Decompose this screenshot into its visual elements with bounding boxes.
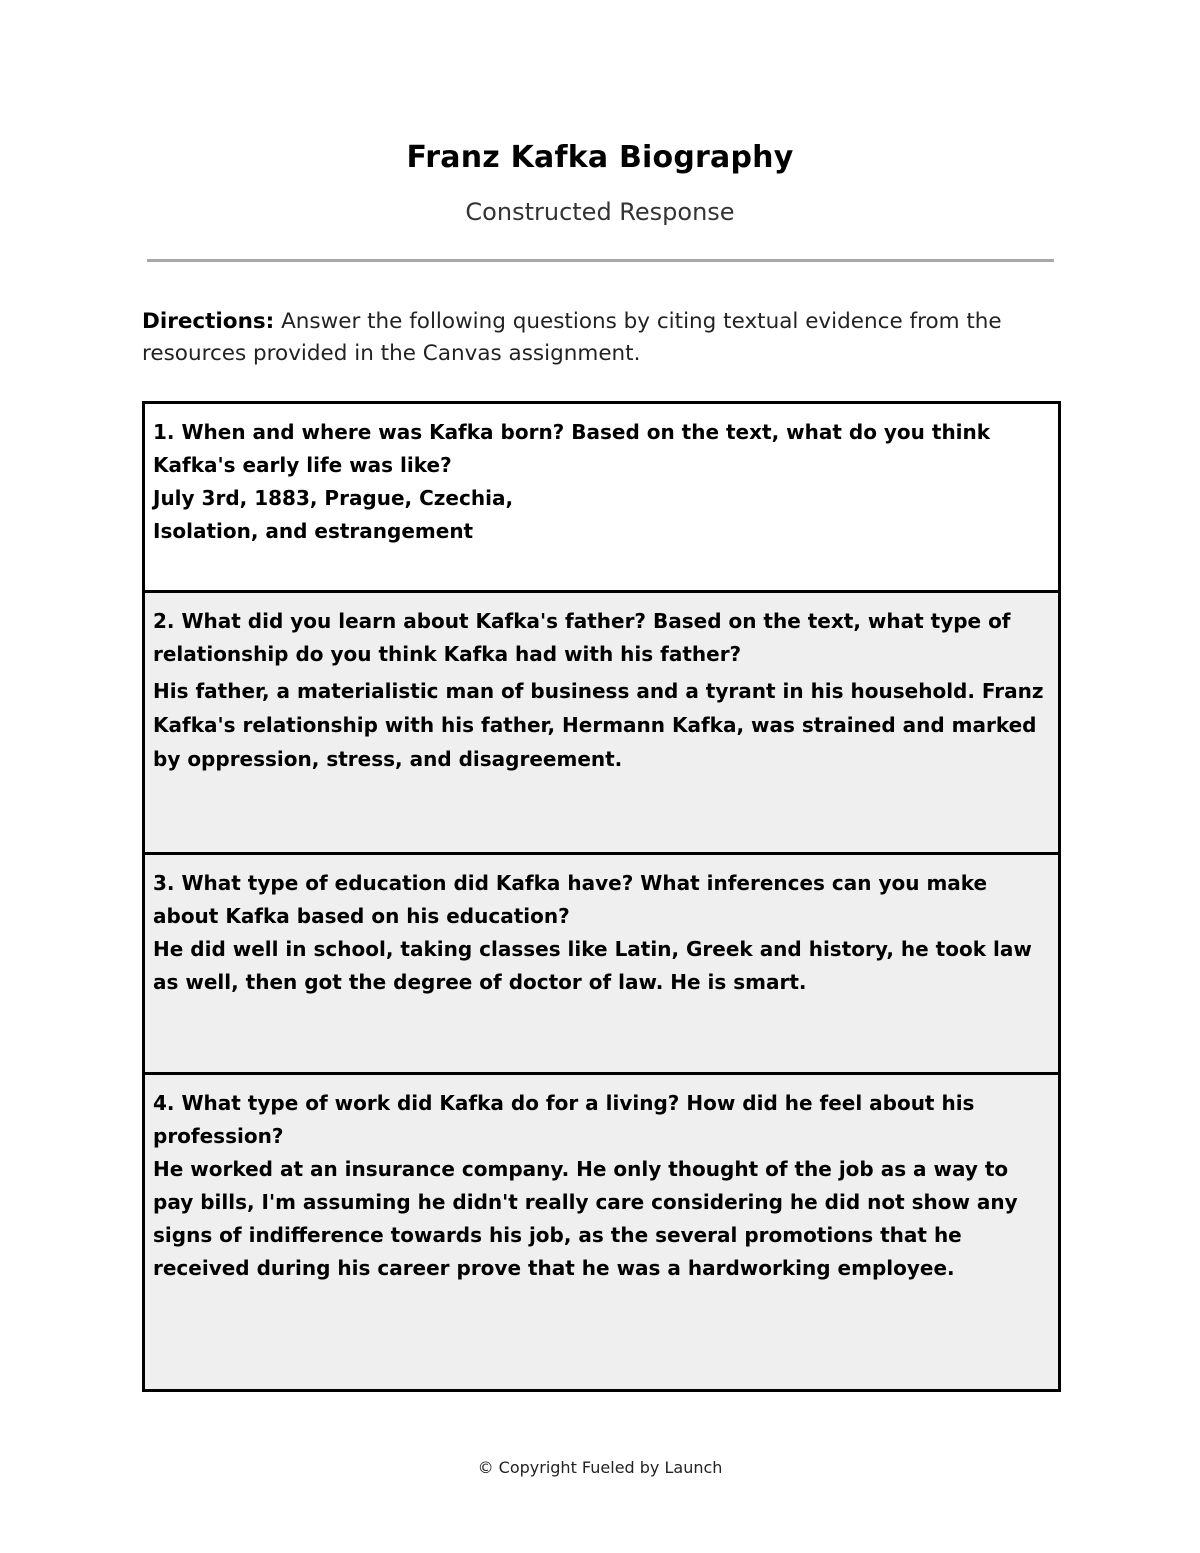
question-text-1: 1. When and where was Kafka born? Based on the text, what do you think Kafka's early life was like? [153, 420, 991, 477]
directions-label: Directions: [142, 309, 275, 334]
question-text-4: 4. What type of work did Kafka do for a living? How did he feel about his profession? [153, 1091, 975, 1148]
directions [142, 306, 1057, 370]
question-row-3 [145, 852, 1058, 1072]
question-text-2: 2. What did you learn about Kafka's father? Based on the text, what type of relationship do you think Kafka had with his father? [153, 609, 1011, 666]
directions-text: Answer the following questions by citing textual evidence from the resources provided in the Canvas assignment. [142, 309, 1002, 366]
copyright-footer: © Copyright Fueled by Launch [477, 1458, 723, 1477]
answer-text-4[interactable]: He worked at an insurance company. He only thought of the job as a way to pay bills, I'm assuming he didn't really care considering he did not show any signs of indifference towards his job, as the several promotions that he received during his career prove that he was a hardworking employee. [153, 1157, 1018, 1280]
page-subtitle: Constructed Response [465, 198, 735, 226]
question-row-4 [145, 1072, 1058, 1389]
question-text-3: 3. What type of education did Kafka have? What inferences can you make about Kafka based on his education? [153, 871, 988, 928]
answer-text-3[interactable]: He did well in school, taking classes like Latin, Greek and history, he took law as well, then got the degree of doctor of law. He is smart. [153, 937, 1032, 994]
question-row-2 [145, 590, 1058, 852]
question-row-1 [145, 404, 1058, 590]
page-title: Franz Kafka Biography [406, 140, 794, 175]
question-table [142, 401, 1061, 1392]
answer-text-2[interactable]: His father, a materialistic man of business and a tyrant in his household. Franz Kafka's relationship with his father, Hermann Kafka, was strained and marked by oppression, stress, and disagreement. [153, 679, 1044, 771]
header-divider [147, 259, 1054, 262]
answer-text-1[interactable]: July 3rd, 1883, Prague, Czechia, Isolation, and estrangement [153, 486, 514, 543]
